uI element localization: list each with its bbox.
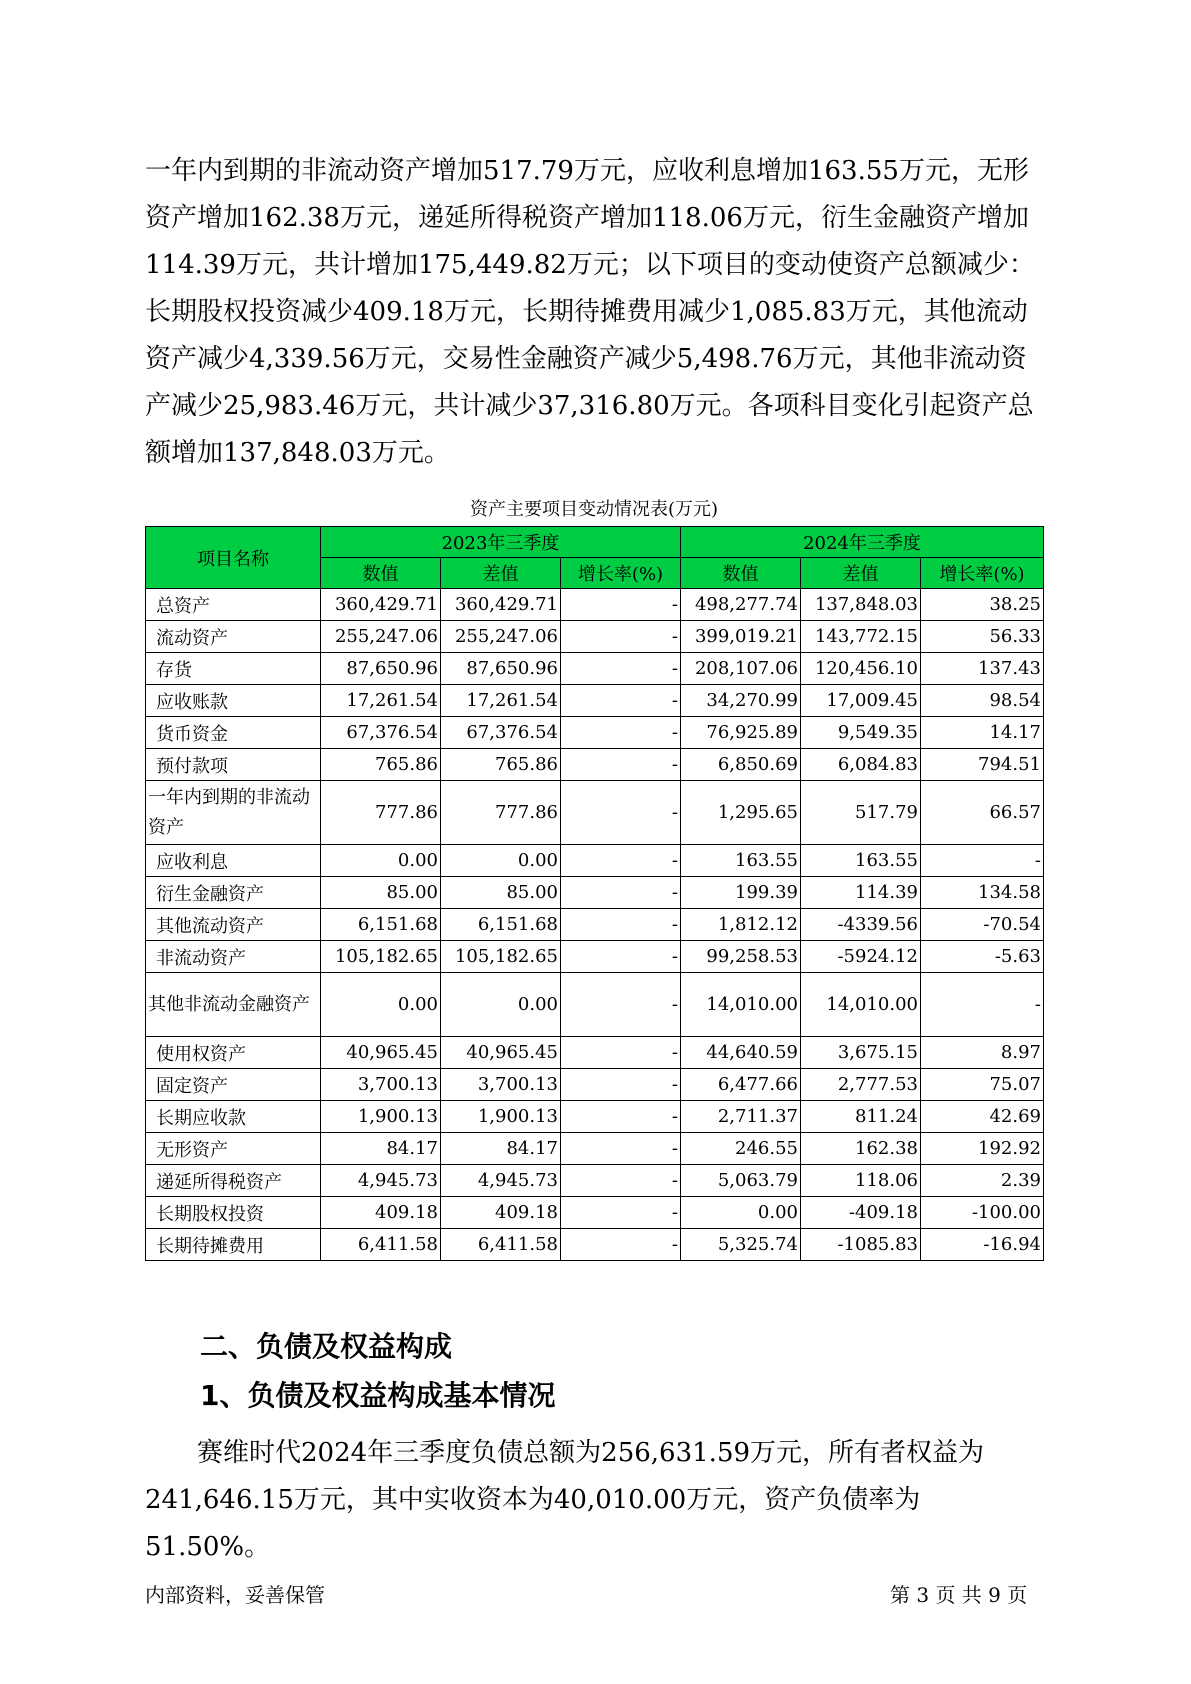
cell-v23: 777.86 <box>321 781 441 845</box>
header-rate-2024: 增长率(%) <box>921 558 1044 589</box>
cell-name: 递延所得税资产 <box>146 1165 321 1197</box>
header-item-name: 项目名称 <box>146 527 321 589</box>
cell-v24: 99,258.53 <box>681 941 801 973</box>
cell-d23: 765.86 <box>441 749 561 781</box>
table-row <box>146 621 1044 653</box>
cell-r24: 192.92 <box>921 1133 1044 1165</box>
cell-name: 其他流动资产 <box>146 909 321 941</box>
cell-r24: 137.43 <box>921 653 1044 685</box>
table-row <box>146 717 1044 749</box>
cell-d23: 4,945.73 <box>441 1165 561 1197</box>
cell-d24: -4339.56 <box>801 909 921 941</box>
cell-v23: 409.18 <box>321 1197 441 1229</box>
cell-r23: - <box>561 1133 681 1165</box>
cell-d23: 6,411.58 <box>441 1229 561 1261</box>
cell-name: 使用权资产 <box>146 1037 321 1069</box>
cell-v24: 76,925.89 <box>681 717 801 749</box>
cell-d23: 67,376.54 <box>441 717 561 749</box>
cell-d23: 6,151.68 <box>441 909 561 941</box>
cell-d24: 17,009.45 <box>801 685 921 717</box>
cell-r24: 56.33 <box>921 621 1044 653</box>
header-value-2024: 数值 <box>681 558 801 589</box>
cell-r23: - <box>561 1165 681 1197</box>
cell-r24: 38.25 <box>921 589 1044 621</box>
cell-name: 预付款项 <box>146 749 321 781</box>
cell-v23: 6,411.58 <box>321 1229 441 1261</box>
cell-d23: 0.00 <box>441 845 561 877</box>
cell-r23: - <box>561 653 681 685</box>
cell-v24: 208,107.06 <box>681 653 801 685</box>
cell-d23: 0.00 <box>441 973 561 1037</box>
cell-d23: 87,650.96 <box>441 653 561 685</box>
table-row <box>146 845 1044 877</box>
cell-v24: 163.55 <box>681 845 801 877</box>
cell-name: 应收利息 <box>146 845 321 877</box>
cell-r24: 14.17 <box>921 717 1044 749</box>
cell-r23: - <box>561 909 681 941</box>
cell-name: 流动资产 <box>146 621 321 653</box>
header-period-2023: 2023年三季度 <box>321 527 681 558</box>
cell-r23: - <box>561 845 681 877</box>
table-row <box>146 941 1044 973</box>
footer-left: 内部资料，妥善保管 <box>145 1583 325 1607</box>
cell-d24: 114.39 <box>801 877 921 909</box>
cell-d24: 6,084.83 <box>801 749 921 781</box>
cell-v23: 105,182.65 <box>321 941 441 973</box>
cell-r24: 98.54 <box>921 685 1044 717</box>
cell-r24: 2.39 <box>921 1165 1044 1197</box>
table-row <box>146 685 1044 717</box>
header-diff-2023: 差值 <box>441 558 561 589</box>
table-row <box>146 1037 1044 1069</box>
cell-v24: 6,850.69 <box>681 749 801 781</box>
cell-name: 固定资产 <box>146 1069 321 1101</box>
cell-name: 存货 <box>146 653 321 685</box>
cell-d24: 162.38 <box>801 1133 921 1165</box>
table-row <box>146 877 1044 909</box>
cell-d23: 17,261.54 <box>441 685 561 717</box>
table-row <box>146 1133 1044 1165</box>
cell-d23: 1,900.13 <box>441 1101 561 1133</box>
cell-v23: 255,247.06 <box>321 621 441 653</box>
cell-v23: 67,376.54 <box>321 717 441 749</box>
table-row <box>146 1165 1044 1197</box>
cell-v23: 40,965.45 <box>321 1037 441 1069</box>
cell-v24: 399,019.21 <box>681 621 801 653</box>
asset-change-table <box>145 526 1044 1261</box>
cell-r23: - <box>561 781 681 845</box>
cell-r23: - <box>561 877 681 909</box>
cell-v24: 6,477.66 <box>681 1069 801 1101</box>
table-row <box>146 589 1044 621</box>
cell-v24: 5,063.79 <box>681 1165 801 1197</box>
cell-d24: 811.24 <box>801 1101 921 1133</box>
header-period-2024: 2024年三季度 <box>681 527 1044 558</box>
cell-v24: 199.39 <box>681 877 801 909</box>
cell-v23: 87,650.96 <box>321 653 441 685</box>
cell-r24: - <box>921 845 1044 877</box>
cell-v23: 85.00 <box>321 877 441 909</box>
cell-r24: -16.94 <box>921 1229 1044 1261</box>
header-diff-2024: 差值 <box>801 558 921 589</box>
cell-r23: - <box>561 1037 681 1069</box>
footer-page-number: 第 3 页 共 9 页 <box>890 1583 1028 1607</box>
table-row <box>146 1229 1044 1261</box>
cell-d24: 3,675.15 <box>801 1037 921 1069</box>
cell-name: 应收账款 <box>146 685 321 717</box>
cell-d24: 14,010.00 <box>801 973 921 1037</box>
liability-paragraph: 赛维时代2024年三季度负债总额为256,631.59万元，所有者权益为241,646.15万元，其中实收资本为40,010.00万元，资产负债率为51.50%。 <box>145 1438 985 1562</box>
cell-r24: 66.57 <box>921 781 1044 845</box>
cell-v23: 84.17 <box>321 1133 441 1165</box>
table-row <box>146 1069 1044 1101</box>
cell-d24: 163.55 <box>801 845 921 877</box>
cell-v23: 765.86 <box>321 749 441 781</box>
cell-v23: 360,429.71 <box>321 589 441 621</box>
cell-d24: 118.06 <box>801 1165 921 1197</box>
cell-v23: 4,945.73 <box>321 1165 441 1197</box>
table-row <box>146 1197 1044 1229</box>
cell-d23: 3,700.13 <box>441 1069 561 1101</box>
cell-d24: 120,456.10 <box>801 653 921 685</box>
cell-d24: -409.18 <box>801 1197 921 1229</box>
cell-v24: 1,812.12 <box>681 909 801 941</box>
cell-name: 长期股权投资 <box>146 1197 321 1229</box>
cell-name: 非流动资产 <box>146 941 321 973</box>
cell-d23: 105,182.65 <box>441 941 561 973</box>
cell-v24: 1,295.65 <box>681 781 801 845</box>
cell-r23: - <box>561 973 681 1037</box>
cell-r24: -5.63 <box>921 941 1044 973</box>
cell-v23: 17,261.54 <box>321 685 441 717</box>
cell-d24: 9,549.35 <box>801 717 921 749</box>
cell-v23: 3,700.13 <box>321 1069 441 1101</box>
cell-r23: - <box>561 717 681 749</box>
cell-r23: - <box>561 1197 681 1229</box>
cell-v23: 0.00 <box>321 973 441 1037</box>
table-row <box>146 749 1044 781</box>
cell-r23: - <box>561 1101 681 1133</box>
cell-r24: -70.54 <box>921 909 1044 941</box>
cell-d23: 360,429.71 <box>441 589 561 621</box>
table-row <box>146 973 1044 1037</box>
cell-d24: 2,777.53 <box>801 1069 921 1101</box>
cell-v24: 0.00 <box>681 1197 801 1229</box>
cell-name: 其他非流动金融资产 <box>146 973 321 1037</box>
table-row <box>146 653 1044 685</box>
cell-name: 衍生金融资产 <box>146 877 321 909</box>
cell-d23: 84.17 <box>441 1133 561 1165</box>
table-caption: 资产主要项目变动情况表(万元) <box>469 499 719 520</box>
cell-r23: - <box>561 749 681 781</box>
subsection-heading: 1、负债及权益构成基本情况 <box>200 1379 556 1412</box>
cell-d23: 40,965.45 <box>441 1037 561 1069</box>
cell-r24: 75.07 <box>921 1069 1044 1101</box>
cell-r23: - <box>561 941 681 973</box>
cell-v24: 5,325.74 <box>681 1229 801 1261</box>
cell-d23: 777.86 <box>441 781 561 845</box>
cell-d23: 85.00 <box>441 877 561 909</box>
cell-v24: 246.55 <box>681 1133 801 1165</box>
cell-d24: -1085.83 <box>801 1229 921 1261</box>
cell-v23: 6,151.68 <box>321 909 441 941</box>
table-row <box>146 909 1044 941</box>
header-rate-2023: 增长率(%) <box>561 558 681 589</box>
cell-d24: 517.79 <box>801 781 921 845</box>
intro-paragraph: 一年内到期的非流动资产增加517.79万元，应收利息增加163.55万元，无形资产增加162.38万元，递延所得税资产增加118.06万元，衍生金融资产增加114.39万元，共计增加175,449.82万元；以下项目的变动使资产总额减少：长期股权投资减少409.18万元，长期待摊费用减少1,085.83万元，其他流动资产减少4,339.56万元，交易性金融资产减少5,498.76万元，其他非流动资产减少25,983.46万元，共计减少37,316.80万元。各项科目变化引起资产总额增加137,848.03万元。 <box>145 156 1035 468</box>
cell-r24: 134.58 <box>921 877 1044 909</box>
cell-name: 货币资金 <box>146 717 321 749</box>
table-row <box>146 781 1044 845</box>
cell-name: 总资产 <box>146 589 321 621</box>
cell-v23: 0.00 <box>321 845 441 877</box>
cell-r24: 8.97 <box>921 1037 1044 1069</box>
table-row <box>146 1101 1044 1133</box>
cell-v24: 14,010.00 <box>681 973 801 1037</box>
cell-d23: 255,247.06 <box>441 621 561 653</box>
cell-name: 长期应收款 <box>146 1101 321 1133</box>
header-value-2023: 数值 <box>321 558 441 589</box>
cell-d24: 137,848.03 <box>801 589 921 621</box>
cell-r24: 794.51 <box>921 749 1044 781</box>
cell-r23: - <box>561 1229 681 1261</box>
cell-r24: - <box>921 973 1044 1037</box>
section-heading: 二、负债及权益构成 <box>200 1330 453 1363</box>
cell-d24: -5924.12 <box>801 941 921 973</box>
cell-r23: - <box>561 685 681 717</box>
cell-d23: 409.18 <box>441 1197 561 1229</box>
cell-d24: 143,772.15 <box>801 621 921 653</box>
cell-name: 长期待摊费用 <box>146 1229 321 1261</box>
cell-r23: - <box>561 1069 681 1101</box>
cell-v24: 44,640.59 <box>681 1037 801 1069</box>
cell-v23: 1,900.13 <box>321 1101 441 1133</box>
cell-name: 一年内到期的非流动资产 <box>146 781 321 845</box>
cell-r23: - <box>561 589 681 621</box>
cell-name: 无形资产 <box>146 1133 321 1165</box>
cell-r24: -100.00 <box>921 1197 1044 1229</box>
cell-v24: 34,270.99 <box>681 685 801 717</box>
cell-v24: 498,277.74 <box>681 589 801 621</box>
cell-r23: - <box>561 621 681 653</box>
cell-r24: 42.69 <box>921 1101 1044 1133</box>
cell-v24: 2,711.37 <box>681 1101 801 1133</box>
